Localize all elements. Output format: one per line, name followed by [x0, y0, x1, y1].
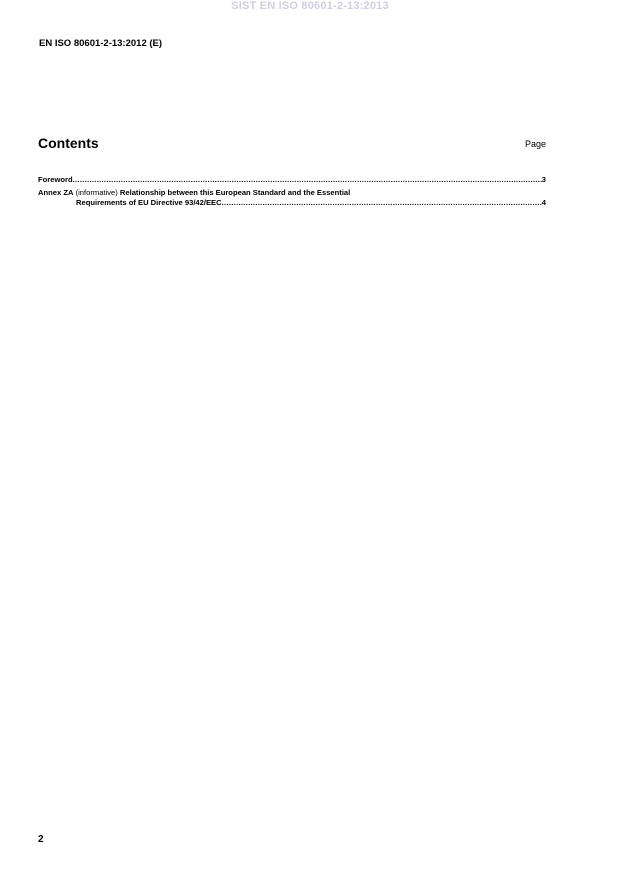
toc-entry-page: 4 [541, 198, 546, 207]
watermark: SIST EN ISO 80601-2-13:2013 [231, 0, 389, 12]
toc-entry-title: Foreword [38, 175, 73, 184]
toc-entry-title-line [38, 188, 546, 198]
annex-title-line-1: Relationship between this European Standard and the Essential [119, 188, 351, 197]
toc-entry-annex-za[interactable] [38, 188, 546, 208]
page-column-heading: Page [524, 139, 546, 149]
toc-leader-dots [222, 198, 542, 207]
toc-entry-title-line-2 [38, 198, 546, 208]
toc-leader-dots [73, 175, 542, 184]
annex-prefix: Annex ZA [38, 188, 74, 197]
toc-entry-page: 3 [541, 175, 546, 184]
annex-title-line-2: Requirements of EU Directive 93/42/EEC [76, 198, 222, 207]
annex-qualifier: (informative) [73, 188, 120, 197]
toc-entry-foreword[interactable] [38, 175, 546, 185]
page-number: 2 [38, 834, 44, 845]
document-identifier: EN ISO 80601-2-13:2012 (E) [39, 38, 163, 49]
contents-heading: Contents [38, 135, 99, 151]
table-of-contents [38, 175, 546, 208]
